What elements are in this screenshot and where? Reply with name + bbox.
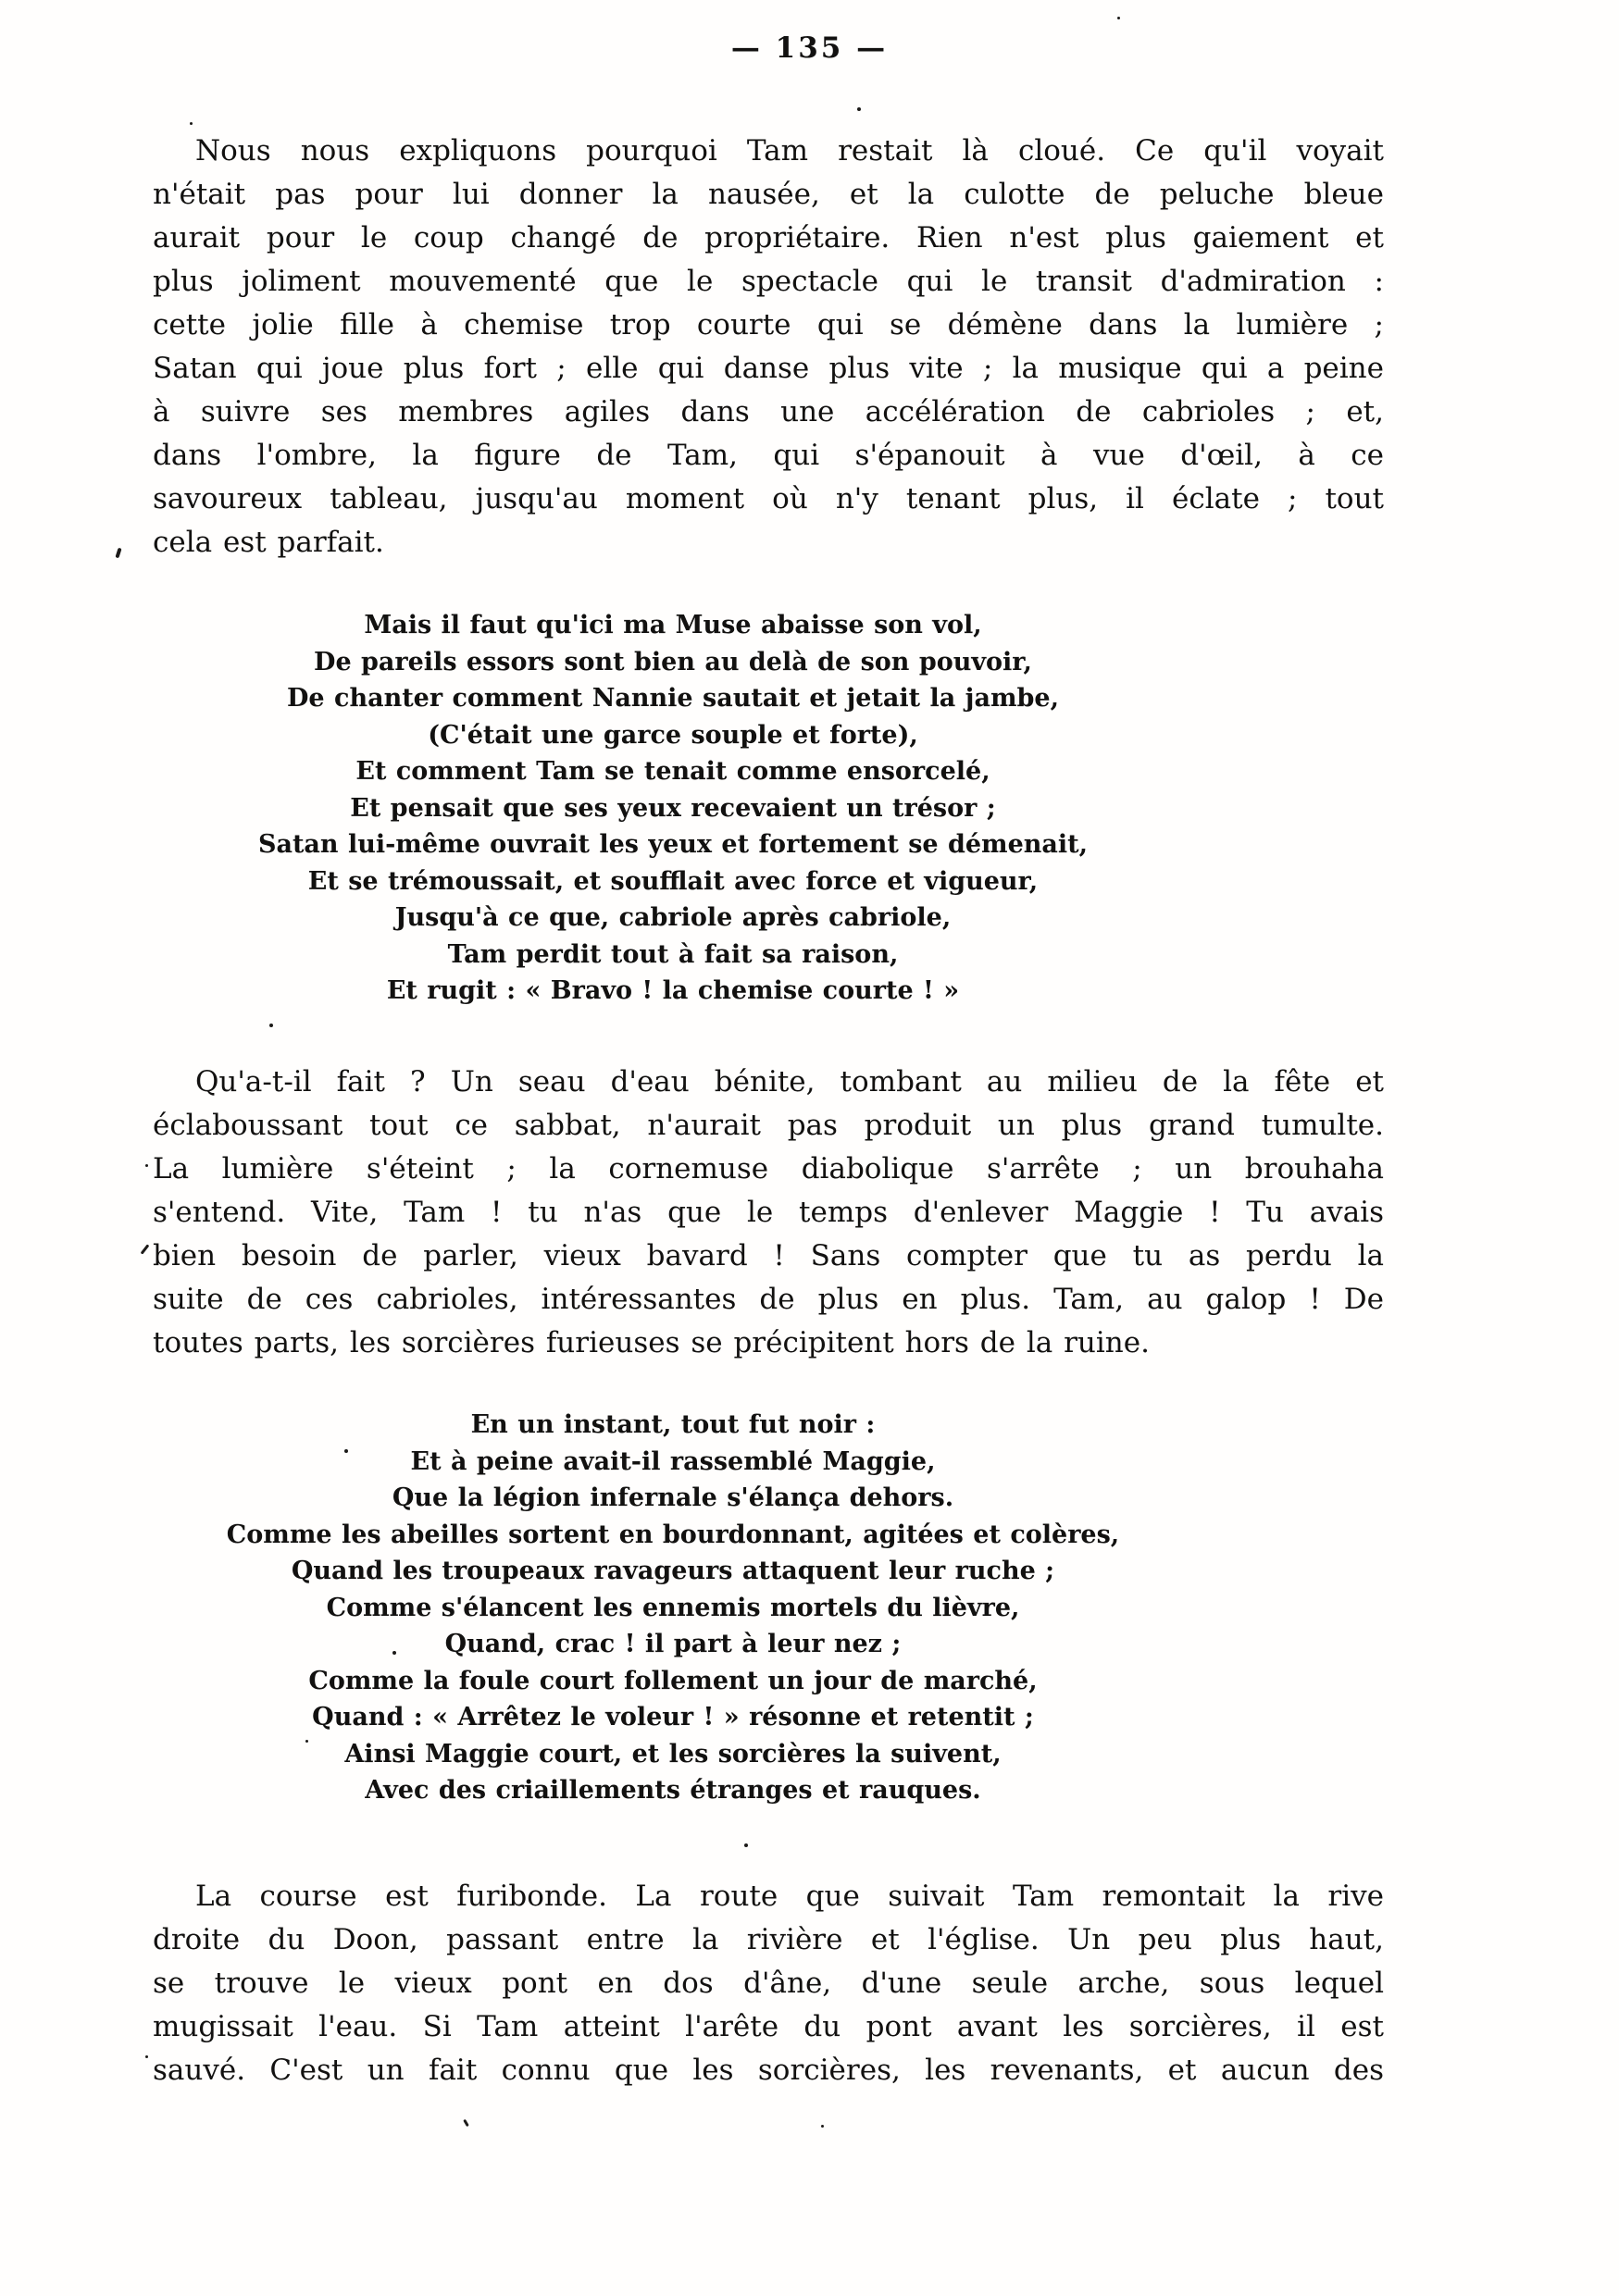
scan-speck bbox=[1117, 17, 1120, 19]
verse-line: Avec des criaillements étranges et rauques. bbox=[365, 1776, 981, 1805]
verse-line: Mais il faut qu'ici ma Muse abaisse son vol, bbox=[364, 611, 982, 639]
scan-speck bbox=[190, 122, 193, 125]
text-line: sauvé. C'est un fait connu que les sorcières, les revenants, et aucun des bbox=[153, 2054, 1384, 2087]
text-line: suite de ces cabrioles, intéressantes de plus en plus. Tam, au galop ! De bbox=[153, 1283, 1384, 1316]
verse-line: En un instant, tout fut noir : bbox=[470, 1410, 876, 1439]
scan-speck bbox=[857, 107, 861, 111]
verse-line: Comme s'élancent les ennemis mortels du lièvre, bbox=[326, 1593, 1020, 1622]
text-line: Satan qui joue plus fort ; elle qui danse plus vite ; la musique qui a peine bbox=[153, 352, 1384, 385]
text-line: se trouve le vieux pont en dos d'âne, d'une seule arche, sous lequel bbox=[153, 1967, 1384, 2000]
scan-speck bbox=[145, 1164, 148, 1167]
verse-line: Quand les troupeaux ravageurs attaquent leur ruche ; bbox=[291, 1557, 1055, 1585]
paragraph-2 bbox=[153, 1061, 1384, 1365]
text-line: dans l'ombre, la figure de Tam, qui s'épanouit à vue d'œil, à ce bbox=[153, 439, 1384, 472]
scan-speck bbox=[305, 1740, 308, 1743]
scan-speck bbox=[269, 1024, 273, 1027]
text-line: droite du Doon, passant entre la rivière et l'église. Un peu plus haut, bbox=[153, 1923, 1384, 1956]
verse-line: Et se trémoussait, et soufflait avec force et vigueur, bbox=[307, 866, 1039, 896]
verse-line: Comme la foule court follement un jour de marché, bbox=[308, 1666, 1038, 1695]
verse-line: (C'était une garce souple et forte), bbox=[428, 720, 918, 750]
verse-line: Satan lui-même ouvrait les yeux et fortement se démenait, bbox=[257, 830, 1089, 859]
text-line: mugissait l'eau. Si Tam atteint l'arête du pont avant les sorcières, il est bbox=[153, 2010, 1384, 2043]
verse-block-1 bbox=[153, 607, 1193, 1010]
paragraph-1 bbox=[153, 130, 1384, 565]
verse-line: De chanter comment Nannie sautait et jetait la jambe, bbox=[287, 684, 1059, 713]
paragraph-3 bbox=[153, 1875, 1384, 2092]
text-line: aurait pour le coup changé de propriétaire. Rien n'est plus gaiement et bbox=[153, 221, 1384, 254]
verse-line: De pareils essors sont bien au delà de son pouvoir, bbox=[314, 647, 1032, 676]
verse-line: Quand, crac ! il part à leur nez ; bbox=[444, 1630, 902, 1658]
text-line: Qu'a-t-il fait ? Un seau d'eau bénite, tombant au milieu de la fête et bbox=[195, 1065, 1384, 1098]
text-line: plus joliment mouvementé que le spectacle qui le transit d'admiration : bbox=[153, 265, 1384, 298]
scan-speck bbox=[744, 1843, 748, 1847]
verse-line: Ainsi Maggie court, et les sorcières la suivent, bbox=[344, 1739, 1002, 1769]
text-line: savoureux tableau, jusqu'au moment où n'y tenant plus, il éclate ; tout bbox=[153, 482, 1384, 515]
verse-block-2 bbox=[153, 1407, 1193, 1809]
scan-speck bbox=[145, 2055, 148, 2058]
verse-line: Et pensait que ses yeux recevaient un trésor ; bbox=[350, 793, 996, 823]
text-line: cela est parfait. bbox=[153, 526, 384, 559]
text-line: éclaboussant tout ce sabbat, n'aurait pas produit un plus grand tumulte. bbox=[153, 1109, 1384, 1142]
scan-speck bbox=[115, 548, 121, 559]
scan-speck bbox=[141, 1244, 150, 1254]
text-line: n'était pas pour lui donner la nausée, et la culotte de peluche bleue bbox=[153, 178, 1384, 211]
scan-speck bbox=[821, 2125, 824, 2128]
verse-line: Comme les abeilles sortent en bourdonnant, agitées et colères, bbox=[226, 1520, 1120, 1549]
text-line: s'entend. Vite, Tam ! tu n'as que le temps d'enlever Maggie ! Tu avais bbox=[153, 1196, 1384, 1229]
verse-line: Et comment Tam se tenait comme ensorcelé, bbox=[355, 757, 990, 786]
text-line: La course est furibonde. La route que suivait Tam remontait la rive bbox=[195, 1880, 1384, 1913]
verse-line: Quand : « Arrêtez le voleur ! » résonne et retentit ; bbox=[312, 1703, 1034, 1731]
text-line: Nous nous expliquons pourquoi Tam restait là cloué. Ce qu'il voyait bbox=[195, 134, 1384, 168]
verse-line: Et à peine avait-il rassemblé Maggie, bbox=[410, 1446, 936, 1476]
text-line: à suivre ses membres agiles dans une accélération de cabrioles ; et, bbox=[153, 395, 1384, 428]
text-line: cette jolie fille à chemise trop courte qui se démène dans la lumière ; bbox=[153, 308, 1384, 341]
verse-line: Et rugit : « Bravo ! la chemise courte ! » bbox=[386, 976, 960, 1005]
text-line: La lumière s'éteint ; la cornemuse diabolique s'arrête ; un brouhaha bbox=[153, 1152, 1384, 1185]
verse-line: Tam perdit tout à fait sa raison, bbox=[447, 939, 899, 969]
page-number: — 135 — bbox=[730, 31, 889, 65]
scan-speck bbox=[392, 1651, 396, 1655]
verse-line: Jusqu'à ce que, cabriole après cabriole, bbox=[394, 903, 952, 932]
verse-line: Que la légion infernale s'élança dehors. bbox=[392, 1483, 954, 1512]
scan-speck bbox=[344, 1449, 348, 1453]
scan-speck bbox=[463, 2119, 469, 2127]
text-line: toutes parts, les sorcières furieuses se précipitent hors de la ruine. bbox=[153, 1326, 1150, 1359]
text-line: bien besoin de parler, vieux bavard ! Sans compter que tu as perdu la bbox=[153, 1239, 1384, 1272]
